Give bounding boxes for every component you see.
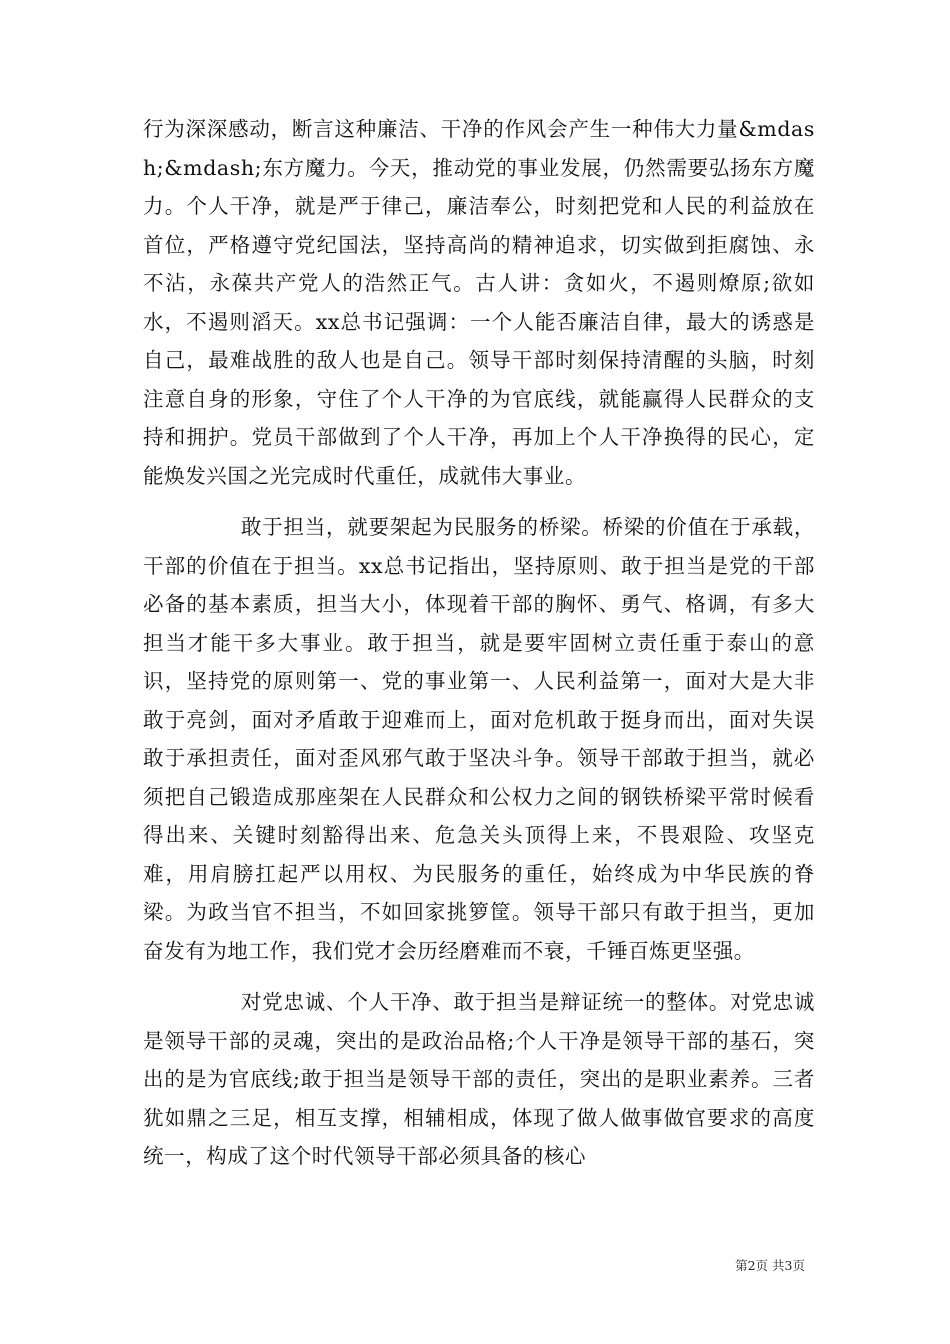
page-number-footer: 第2页 共3页 bbox=[735, 1258, 805, 1273]
paragraph-dialectical-unity: 对党忠诚、个人干净、敢于担当是辩证统一的整体。对党忠诚是领导干部的灵魂，突出的是政治品格;个人干净是领导干部的基石，突出的是为官底线;敢于担当是领导干部的责任，突出的是职业素养。三者犹如鼎之三足，相互支撑，相辅相成，体现了做人做事做官要求的高度统一，构成了这个时代领导干部必须具备的核心 bbox=[143, 990, 815, 1168]
paragraph-clean-integrity: 行为深深感动，断言这种廉洁、干净的作风会产生一种伟大力量&mdash;&mdash;东方魔力。今天，推动党的事业发展，仍然需要弘扬东方魔力。个人干净，就是严于律己，廉洁奉公，时刻把党和人民的利益放在首位，严格遵守党纪国法，坚持高尚的精神追求，切实做到拒腐蚀、永不沾，永葆共产党人的浩然正气。古人讲：贪如火，不遏则燎原;欲如水，不遏则滔天。xx总书记强调：一个人能否廉洁自律，最大的诱惑是自己，最难战胜的敌人也是自己。领导干部时刻保持清醒的头脑，时刻注意自身的形象，守住了个人干净的为官底线，就能赢得人民群众的支持和拥护。党员干部做到了个人干净，再加上个人干净换得的民心，定能焕发兴国之光完成时代重任，成就伟大事业。 bbox=[143, 117, 815, 488]
body-text bbox=[143, 110, 815, 1176]
paragraph-dare-to-take-responsibility: 敢于担当，就要架起为民服务的桥梁。桥梁的价值在于承载，干部的价值在于担当。xx总书记指出，坚持原则、敢于担当是党的干部必备的基本素质，担当大小，体现着干部的胸怀、勇气、格调，有多大担当才能干多大事业。敢于担当，就是要牢固树立责任重于泰山的意识，坚持党的原则第一、党的事业第一、人民利益第一，面对大是大非敢于亮剑，面对矛盾敢于迎难而上，面对危机敢于挺身而出，面对失误敢于承担责任，面对歪风邪气敢于坚决斗争。领导干部敢于担当，就必须把自己锻造成那座架在人民群众和公权力之间的钢铁桥梁平常时候看得出来、关键时刻豁得出来、危急关头顶得上来，不畏艰险、攻坚克难，用肩膀扛起严以用权、为民服务的重任，始终成为中华民族的脊梁。为政当官不担当，不如回家挑箩筐。领导干部只有敢于担当，更加奋发有为地工作，我们党才会历经磨难而不衰，千锤百炼更坚强。 bbox=[143, 515, 815, 963]
